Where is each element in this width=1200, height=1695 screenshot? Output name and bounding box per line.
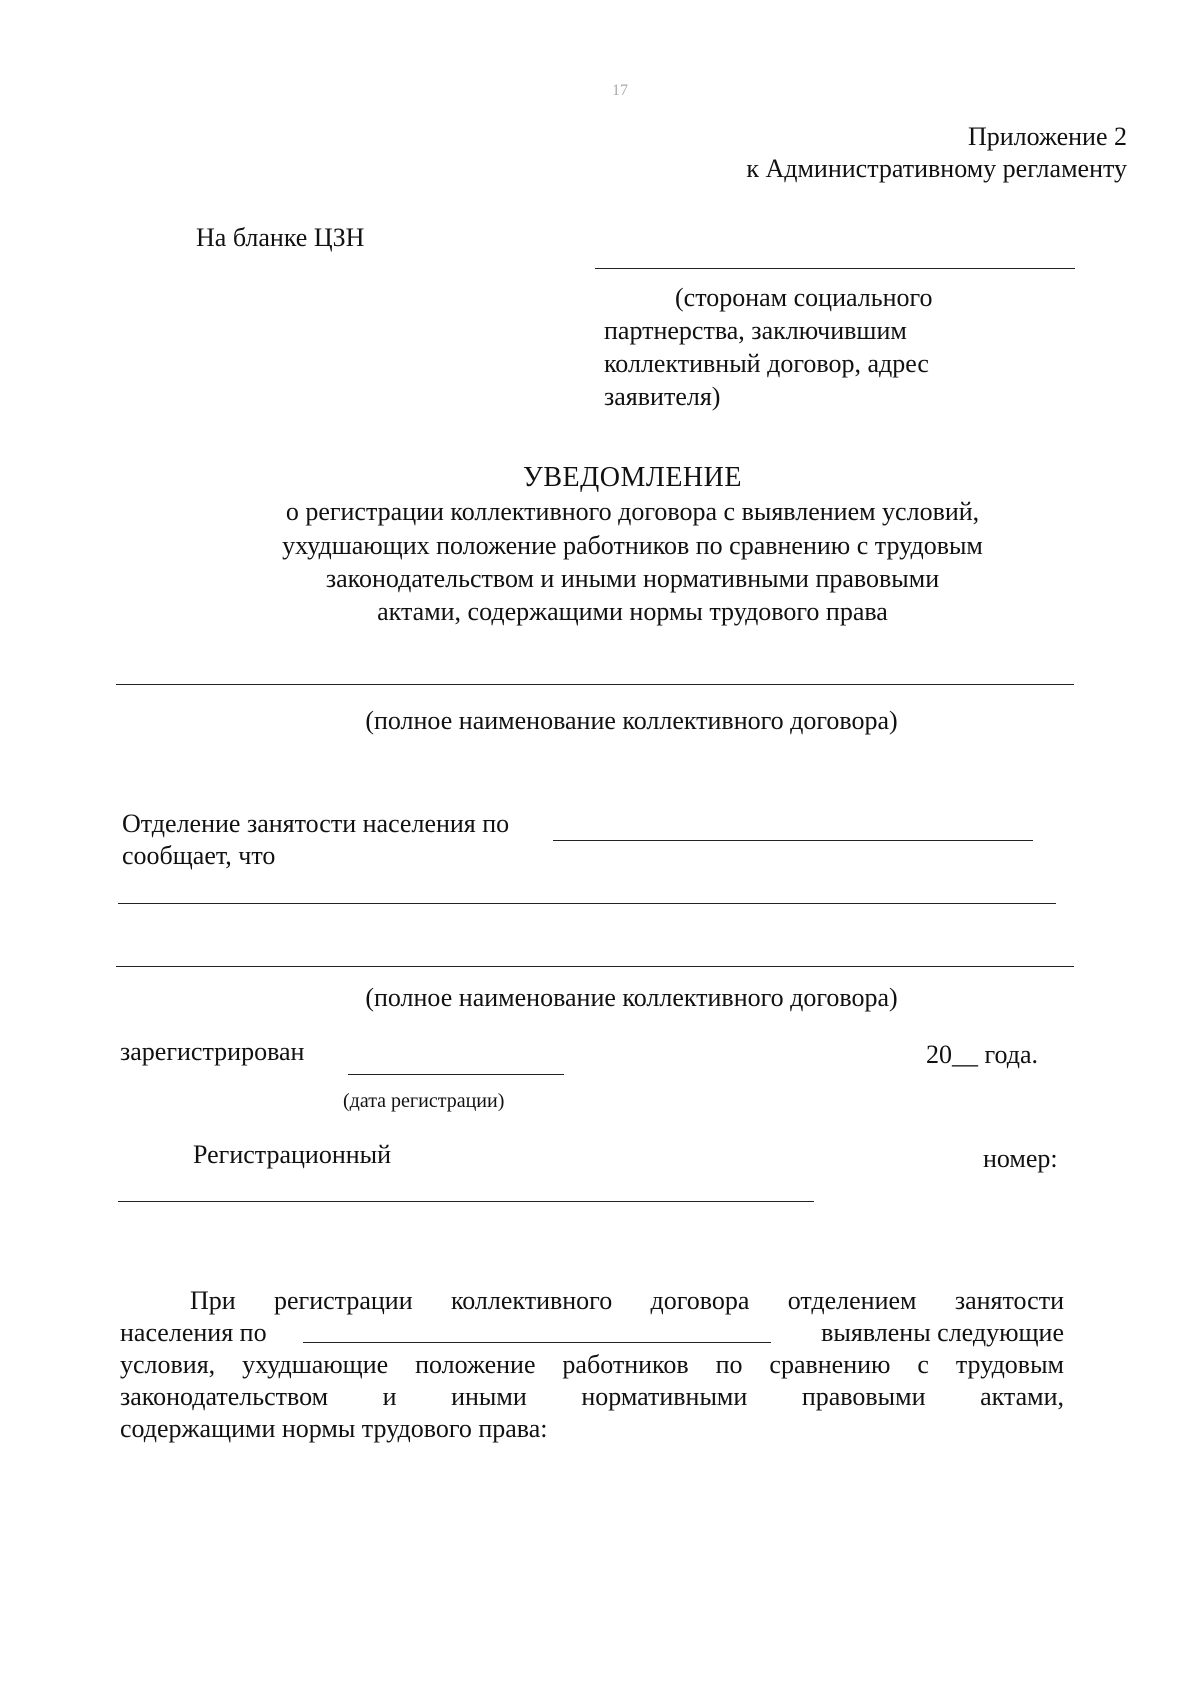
registration-number-blank-line [118, 1201, 814, 1202]
paragraph-line: законодательством и иными нормативными правовыми актами, [120, 1382, 1064, 1411]
page-number: 17 [612, 82, 628, 99]
title-subline: актами, содержащими нормы трудового права [377, 597, 888, 626]
title-subline: ухудшающих положение работников по сравнению с трудовым [282, 531, 983, 560]
regulation-reference: к Административному регламенту [746, 154, 1127, 183]
recipient-caption-line: (сторонам социального [675, 283, 933, 312]
registration-number-suffix: номер: [983, 1144, 1058, 1173]
recipient-blank-line [595, 268, 1075, 269]
registration-date-caption: (дата регистрации) [343, 1090, 505, 1112]
document-title: УВЕДОМЛЕНИЕ [523, 462, 742, 493]
contract-name-caption: (полное наименование коллективного договора) [365, 706, 898, 735]
paragraph-office-blank-line [303, 1342, 771, 1343]
paragraph-line: населения по [120, 1318, 267, 1347]
paragraph-line: выявлены следующие [821, 1318, 1064, 1347]
report-blank-line-2 [116, 966, 1074, 967]
office-blank-line [553, 840, 1033, 841]
contract-name-caption: (полное наименование коллективного договора) [365, 983, 898, 1012]
registration-date-blank-line [348, 1074, 564, 1075]
registration-number-label: Регистрационный [193, 1140, 392, 1169]
registered-label: зарегистрирован [120, 1037, 305, 1066]
appendix-label: Приложение 2 [967, 122, 1127, 151]
paragraph-line: При регистрации коллективного договора отделением занятости [190, 1286, 1064, 1315]
report-blank-line-1 [118, 903, 1056, 904]
office-label: Отделение занятости населения по [122, 809, 510, 838]
letterhead-note: На бланке ЦЗН [196, 223, 365, 252]
recipient-caption-line: заявителя) [604, 382, 721, 411]
reports-that-label: сообщает, что [122, 841, 276, 870]
recipient-caption-line: партнерства, заключившим [604, 316, 907, 345]
registration-year: 20__ года. [926, 1040, 1039, 1069]
title-subline: о регистрации коллективного договора с выявлением условий, [285, 497, 980, 526]
title-subline: законодательством и иными нормативными правовыми [325, 564, 940, 593]
contract-name-blank-line [116, 684, 1074, 685]
paragraph-line: условия, ухудшающие положение работников по сравнению с трудовым [120, 1350, 1064, 1379]
recipient-caption-line: коллективный договор, адрес [604, 349, 929, 378]
paragraph-line: содержащими нормы трудового права: [120, 1414, 548, 1443]
